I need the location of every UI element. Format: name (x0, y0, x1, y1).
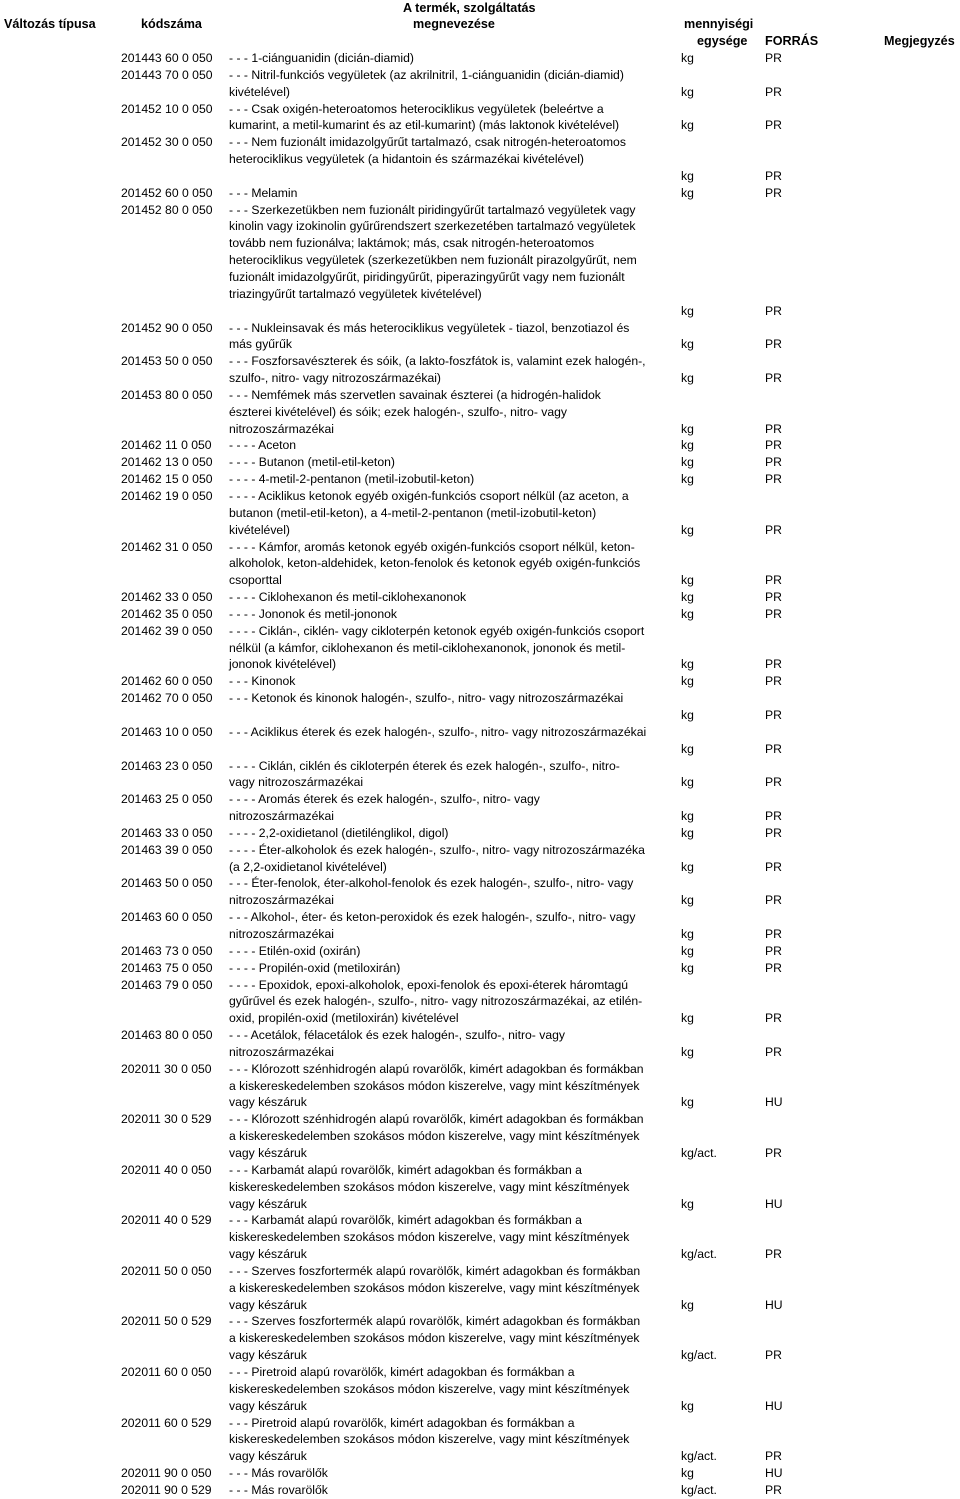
header-note: Megjegyzés (884, 34, 955, 48)
data-source: PR (765, 606, 782, 621)
product-description: - - - 1-ciánguanidin (dicián-diamid) (229, 51, 414, 65)
product-code: 202011 30 0 050 (121, 1061, 212, 1076)
data-source: PR (765, 1011, 782, 1026)
data-source: PR (765, 1044, 782, 1059)
table-row (0, 320, 960, 354)
table-row (0, 875, 960, 909)
product-description: - - - - Kámfor, aromás ketonok egyéb oxigén-funkciós csoport nélkül, keton- alkoholok, keton-aldehidek, keton-fenolok és ketonok egyéb oxigén-funkciós csoporttal (229, 539, 641, 588)
table-row (0, 1027, 960, 1061)
data-source: PR (765, 674, 782, 689)
unit-of-measure: kg (681, 51, 694, 65)
product-code: 201452 60 0 050 (121, 185, 213, 200)
product-code: 202011 50 0 529 (121, 1314, 212, 1329)
table-row (0, 960, 960, 977)
table-row (0, 353, 960, 387)
product-code: 201463 23 0 050 (121, 758, 213, 773)
unit-of-measure: kg (681, 455, 694, 470)
product-code: 201463 79 0 050 (121, 977, 213, 992)
table-row (0, 690, 960, 724)
product-description: - - - - Aromás éterek és ezek halogén-, szulfo-, nitro- vagy nitrozoszármazékai (229, 792, 540, 824)
data-source: PR (765, 657, 782, 672)
product-code: 202011 30 0 529 (121, 1112, 212, 1127)
unit-of-measure: kg (681, 1095, 694, 1110)
product-code: 201463 75 0 050 (121, 960, 213, 975)
product-code: 201462 13 0 050 (121, 455, 213, 470)
unit-of-measure: kg (681, 185, 694, 200)
unit-of-measure: kg (681, 859, 694, 874)
product-description: - - - Karbamát alapú rovarölők, kimért adagokban és formákban a kiskereskedelemben szokásos módon kiszerelve, vagy mint készítmények vagy készáruk (229, 1162, 630, 1211)
product-table-body (0, 50, 960, 1499)
product-description: - - - Kinonok (229, 674, 296, 689)
table-row (0, 454, 960, 471)
data-source: PR (765, 168, 782, 183)
table-row (0, 1263, 960, 1314)
table-row (0, 842, 960, 876)
unit-of-measure: kg (681, 893, 694, 908)
product-code: 201452 30 0 050 (121, 135, 213, 150)
product-code: 201443 70 0 050 (121, 67, 213, 82)
unit-of-measure: kg (681, 1398, 694, 1413)
data-source: PR (765, 84, 782, 99)
table-row (0, 724, 960, 758)
data-source: HU (765, 1398, 783, 1413)
product-code: 201452 10 0 050 (121, 101, 213, 116)
product-description: - - - Nemfémek más szervetlen savainak észterei (a hidrogén-halidok észterei kivételével) és sóik; ezek halogén-, szulfo-, nitro- vagy nitrozoszármazékai (229, 387, 601, 436)
unit-of-measure: kg (681, 741, 694, 756)
product-code: 201462 19 0 050 (121, 489, 213, 503)
header-change-type: Változás típusa (4, 17, 96, 31)
product-description: - - - - Ciklán-, ciklén- vagy cikloterpén ketonok egyéb oxigén-funkciós csoport nélkül (a kámfor, ciklohexanon és metil-ciklohexanonok, jononok és metil- jononok kivételével) (229, 623, 645, 672)
unit-of-measure: kg (681, 674, 694, 689)
data-source: PR (765, 741, 782, 756)
unit-of-measure: kg (681, 118, 694, 133)
table-header (0, 0, 960, 50)
data-source: PR (765, 185, 782, 200)
table-row (0, 589, 960, 606)
product-description: - - - Nitril-funkciós vegyületek (az akrilnitril, 1-ciánguanidin (dicián-diamid) kivételével) (229, 67, 624, 99)
table-row (0, 1162, 960, 1213)
data-source: PR (765, 926, 782, 941)
header-code: kódszáma (141, 17, 202, 31)
data-source: PR (765, 943, 782, 958)
unit-of-measure: kg (681, 1466, 694, 1481)
unit-of-measure: kg (681, 1196, 694, 1211)
header-name-line2: megnevezése (413, 17, 495, 31)
table-row (0, 67, 960, 101)
product-description: - - - Klórozott szénhidrogén alapú rovarölők, kimért adagokban és formákban a kiskereskedelemben szokásos módon kiszerelve, vagy mint készítmények vagy készáruk (229, 1061, 644, 1110)
product-description: - - - Foszforsavészterek és sóik, (a lakto-foszfátok is, valamint ezek halogén-, szulfo-, nitro- vagy nitrozoszármazékai) (229, 354, 646, 386)
table-row (0, 1212, 960, 1263)
product-description: - - - Ketonok és kinonok halogén-, szulfo-, nitro- vagy nitrozoszármazékai (229, 691, 624, 706)
product-description: - - - - Ciklán, ciklén és cikloterpén éterek és ezek halogén-, szulfo-, nitro- vagy nitrozoszármazékai (229, 758, 620, 790)
product-description: - - - Klórozott szénhidrogén alapú rovarölők, kimért adagokban és formákban a kiskereskedelemben szokásos módon kiszerelve, vagy mint készítmények vagy készáruk (229, 1112, 644, 1160)
data-source: PR (765, 472, 782, 487)
product-code: 202011 60 0 050 (121, 1365, 212, 1380)
product-code: 201463 60 0 050 (121, 910, 213, 925)
product-description: - - - - 2,2-oxidietanol (dietilénglikol, digol) (229, 825, 449, 840)
data-source: PR (765, 1482, 782, 1497)
data-source: PR (765, 893, 782, 908)
unit-of-measure: kg/act. (681, 1247, 717, 1262)
table-row (0, 1482, 960, 1499)
product-code: 202011 50 0 050 (121, 1263, 212, 1278)
data-source: PR (765, 303, 782, 318)
product-description: - - - Alkohol-, éter- és keton-peroxidok és ezek halogén-, szulfo-, nitro- vagy nitrozoszármazékai (229, 910, 636, 941)
data-source: HU (765, 1297, 783, 1312)
unit-of-measure: kg (681, 943, 694, 958)
product-description: - - - - Ciklohexanon és metil-ciklohexanonok (229, 590, 467, 605)
product-code: 201463 25 0 050 (121, 792, 213, 807)
product-code: 201462 31 0 050 (121, 539, 213, 554)
unit-of-measure: kg/act. (681, 1449, 717, 1464)
table-row (0, 437, 960, 454)
data-source: PR (765, 590, 782, 605)
product-code: 202011 90 0 529 (121, 1482, 212, 1497)
product-code: 201462 70 0 050 (121, 691, 213, 706)
unit-of-measure: kg (681, 825, 694, 840)
table-row (0, 1415, 960, 1466)
product-code: 201453 50 0 050 (121, 354, 213, 369)
product-description: - - - - Epoxidok, epoxi-alkoholok, epoxi-fenolok és epoxi-éterek háromtagú gyűrűvel és ezek halogén-, szulfo-, nitro- vagy nitrozoszármazékai, az etilén- oxid, propilén-oxid (metiloxirán) kivételével (229, 977, 643, 1026)
data-source: PR (765, 1449, 782, 1464)
table-row (0, 1465, 960, 1482)
product-code: 202011 60 0 529 (121, 1415, 212, 1430)
data-source: HU (765, 1095, 783, 1110)
unit-of-measure: kg (681, 657, 694, 672)
table-row (0, 909, 960, 943)
data-source: PR (765, 421, 782, 436)
unit-of-measure: kg/act. (681, 1482, 717, 1497)
data-source: PR (765, 51, 782, 65)
product-code: 202011 90 0 050 (121, 1466, 212, 1481)
product-code: 201452 90 0 050 (121, 320, 213, 335)
product-code: 201452 80 0 050 (121, 202, 213, 217)
table-row (0, 758, 960, 792)
table-row (0, 134, 960, 185)
product-code: 201462 39 0 050 (121, 623, 213, 638)
unit-of-measure: kg (681, 1044, 694, 1059)
product-code: 201462 11 0 050 (121, 438, 212, 453)
table-row (0, 539, 960, 590)
unit-of-measure: kg (681, 421, 694, 436)
unit-of-measure: kg (681, 960, 694, 975)
table-row (0, 488, 960, 539)
product-description: - - - Acetálok, félacetálok és ezek halogén-, szulfo-, nitro- vagy nitrozoszármazékai (229, 1028, 565, 1059)
unit-of-measure: kg (681, 1011, 694, 1026)
unit-of-measure: kg (681, 708, 694, 723)
data-source: PR (765, 775, 782, 790)
product-code: 202011 40 0 050 (121, 1162, 212, 1177)
unit-of-measure: kg (681, 337, 694, 352)
table-row (0, 471, 960, 488)
table-row (0, 1313, 960, 1364)
unit-of-measure: kg (681, 472, 694, 487)
data-source: PR (765, 859, 782, 874)
unit-of-measure: kg (681, 1297, 694, 1312)
data-source: PR (765, 1146, 782, 1160)
table-row (0, 387, 960, 438)
unit-of-measure: kg (681, 590, 694, 605)
product-description: - - - Aciklikus éterek és ezek halogén-, szulfo-, nitro- vagy nitrozoszármazékai (229, 724, 647, 739)
data-source: PR (765, 960, 782, 975)
product-code: 201462 35 0 050 (121, 606, 213, 621)
product-description: - - - - Jononok és metil-jononok (229, 606, 397, 621)
product-description: - - - Csak oxigén-heteroatomos heterociklikus vegyületek (beleértve a kumarint, a metil-kumarint és az etil-kumarint) (más laktonok kivételével) (229, 101, 620, 133)
header-unit-line2: egysége (697, 34, 748, 48)
table-row (0, 202, 960, 320)
product-description: - - - - Aceton (229, 438, 297, 453)
product-code: 201462 15 0 050 (121, 472, 213, 487)
product-description: - - - - 4-metil-2-pentanon (metil-izobutil-keton) (229, 472, 475, 487)
table-row (0, 977, 960, 1028)
data-source: PR (765, 1247, 782, 1262)
product-code: 201462 33 0 050 (121, 590, 213, 605)
unit-of-measure: kg/act. (681, 1348, 717, 1363)
product-code: 202011 40 0 529 (121, 1213, 212, 1228)
product-description: - - - - Éter-alkoholok és ezek halogén-, szulfo-, nitro- vagy nitrozoszármazéka (a 2,2-oxidietanol kivételével) (229, 842, 645, 874)
data-source: PR (765, 825, 782, 840)
data-source: PR (765, 522, 782, 537)
product-description: - - - Más rovarölők (229, 1466, 328, 1481)
data-source: PR (765, 118, 782, 133)
product-description: - - - Más rovarölők (229, 1482, 328, 1497)
unit-of-measure: kg (681, 522, 694, 537)
unit-of-measure: kg (681, 438, 694, 453)
header-name-line1: A termék, szolgáltatás (403, 1, 536, 15)
product-code: 201462 60 0 050 (121, 674, 213, 689)
table-row (0, 1364, 960, 1415)
product-code: 201463 50 0 050 (121, 876, 213, 891)
table-row (0, 825, 960, 842)
product-description: - - - Melamin (229, 185, 298, 200)
product-description: - - - Szerves foszfortermék alapú rovarölők, kimért adagokban és formákban a kiskereskedelemben szokásos módon kiszerelve, vagy mint készítmények vagy készáruk (229, 1314, 641, 1363)
table-row (0, 606, 960, 623)
unit-of-measure: kg (681, 606, 694, 621)
data-source: PR (765, 371, 782, 386)
product-description: - - - Szerkezetükben nem fuzionált piridingyűrűt tartalmazó vegyületek vagy kinolin vagy izokinolin gyűrűrendszert szerkezetében tartalmazó vegyületek tovább nem fuzionálva; laktámok; más, csak nitrogén-heteroatomos heterociklikus vegyületek (szerkezetükben nem fuzionált pirazolgyűrűt, nem fuzionált imidazolgyűrűt, piridingyűrűt, piperazingyűrűt vagy nem fuzionált triazingyűrűt tartalmazó vegyületek kivételével) (229, 202, 637, 301)
product-code: 201463 10 0 050 (121, 724, 213, 739)
data-source: HU (765, 1196, 783, 1211)
unit-of-measure: kg (681, 926, 694, 941)
data-source: PR (765, 708, 782, 723)
product-code: 201463 73 0 050 (121, 943, 213, 958)
data-source: PR (765, 337, 782, 352)
table-row (0, 673, 960, 690)
unit-of-measure: kg (681, 775, 694, 790)
product-description: - - - - Butanon (metil-etil-keton) (229, 455, 395, 470)
table-row (0, 1111, 960, 1162)
product-code: 201443 60 0 050 (121, 51, 213, 65)
data-source: PR (765, 809, 782, 824)
unit-of-measure: kg (681, 303, 694, 318)
product-code: 201463 39 0 050 (121, 842, 213, 857)
header-source: FORRÁS (765, 34, 819, 48)
data-source: PR (765, 1348, 782, 1363)
product-description: - - - Piretroid alapú rovarölők, kimért adagokban és formákban a kiskereskedelemben szokásos módon kiszerelve, vagy mint készítmények vagy készáruk (229, 1415, 630, 1464)
unit-of-measure: kg (681, 371, 694, 386)
product-description: - - - Nukleinsavak és más heterociklikus vegyületek - tiazol, benzotiazol és más gyűrűk (229, 320, 630, 352)
product-description: - - - Piretroid alapú rovarölők, kimért adagokban és formákban a kiskereskedelemben szokásos módon kiszerelve, vagy mint készítmények vagy készáruk (229, 1365, 630, 1413)
product-description: - - - - Aciklikus ketonok egyéb oxigén-funkciós csoport nélkül (az aceton, a butanon (metil-etil-keton), a 4-metil-2-pentanon (metil-izobutil-keton) kivételével) (229, 489, 629, 537)
table-row (0, 943, 960, 960)
product-description: - - - Karbamát alapú rovarölők, kimért adagokban és formákban a kiskereskedelemben szokásos módon kiszerelve, vagy mint készítmények vagy készáruk (229, 1213, 630, 1262)
data-source: PR (765, 438, 782, 453)
unit-of-measure: kg (681, 84, 694, 99)
product-description: - - - - Etilén-oxid (oxirán) (229, 943, 361, 958)
data-source: HU (765, 1466, 783, 1481)
unit-of-measure: kg (681, 573, 694, 588)
unit-of-measure: kg/act. (681, 1146, 717, 1160)
unit-of-measure: kg (681, 168, 694, 183)
product-description: - - - Nem fuzionált imidazolgyűrűt tartalmazó, csak nitrogén-heteroatomos heterociklikus vegyületek (a hidantoin és származékai kivételével) (229, 135, 626, 167)
product-code: 201463 80 0 050 (121, 1028, 213, 1043)
table-row (0, 1061, 960, 1112)
table-row (0, 50, 960, 67)
product-description: - - - Szerves foszfortermék alapú rovarölők, kimért adagokban és formákban a kiskereskedelemben szokásos módon kiszerelve, vagy mint készítmények vagy készáruk (229, 1263, 641, 1312)
product-description: - - - - Propilén-oxid (metiloxirán) (229, 960, 401, 975)
table-row (0, 623, 960, 674)
product-code: 201453 80 0 050 (121, 387, 213, 402)
data-source: PR (765, 573, 782, 588)
table-row (0, 101, 960, 135)
table-row (0, 791, 960, 825)
product-code: 201463 33 0 050 (121, 825, 213, 840)
unit-of-measure: kg (681, 809, 694, 824)
data-source: PR (765, 455, 782, 470)
header-unit-line1: mennyiségi (684, 17, 754, 31)
table-row (0, 185, 960, 202)
product-description: - - - Éter-fenolok, éter-alkohol-fenolok és ezek halogén-, szulfo-, nitro- vagy nitrozoszármazékai (229, 876, 634, 908)
